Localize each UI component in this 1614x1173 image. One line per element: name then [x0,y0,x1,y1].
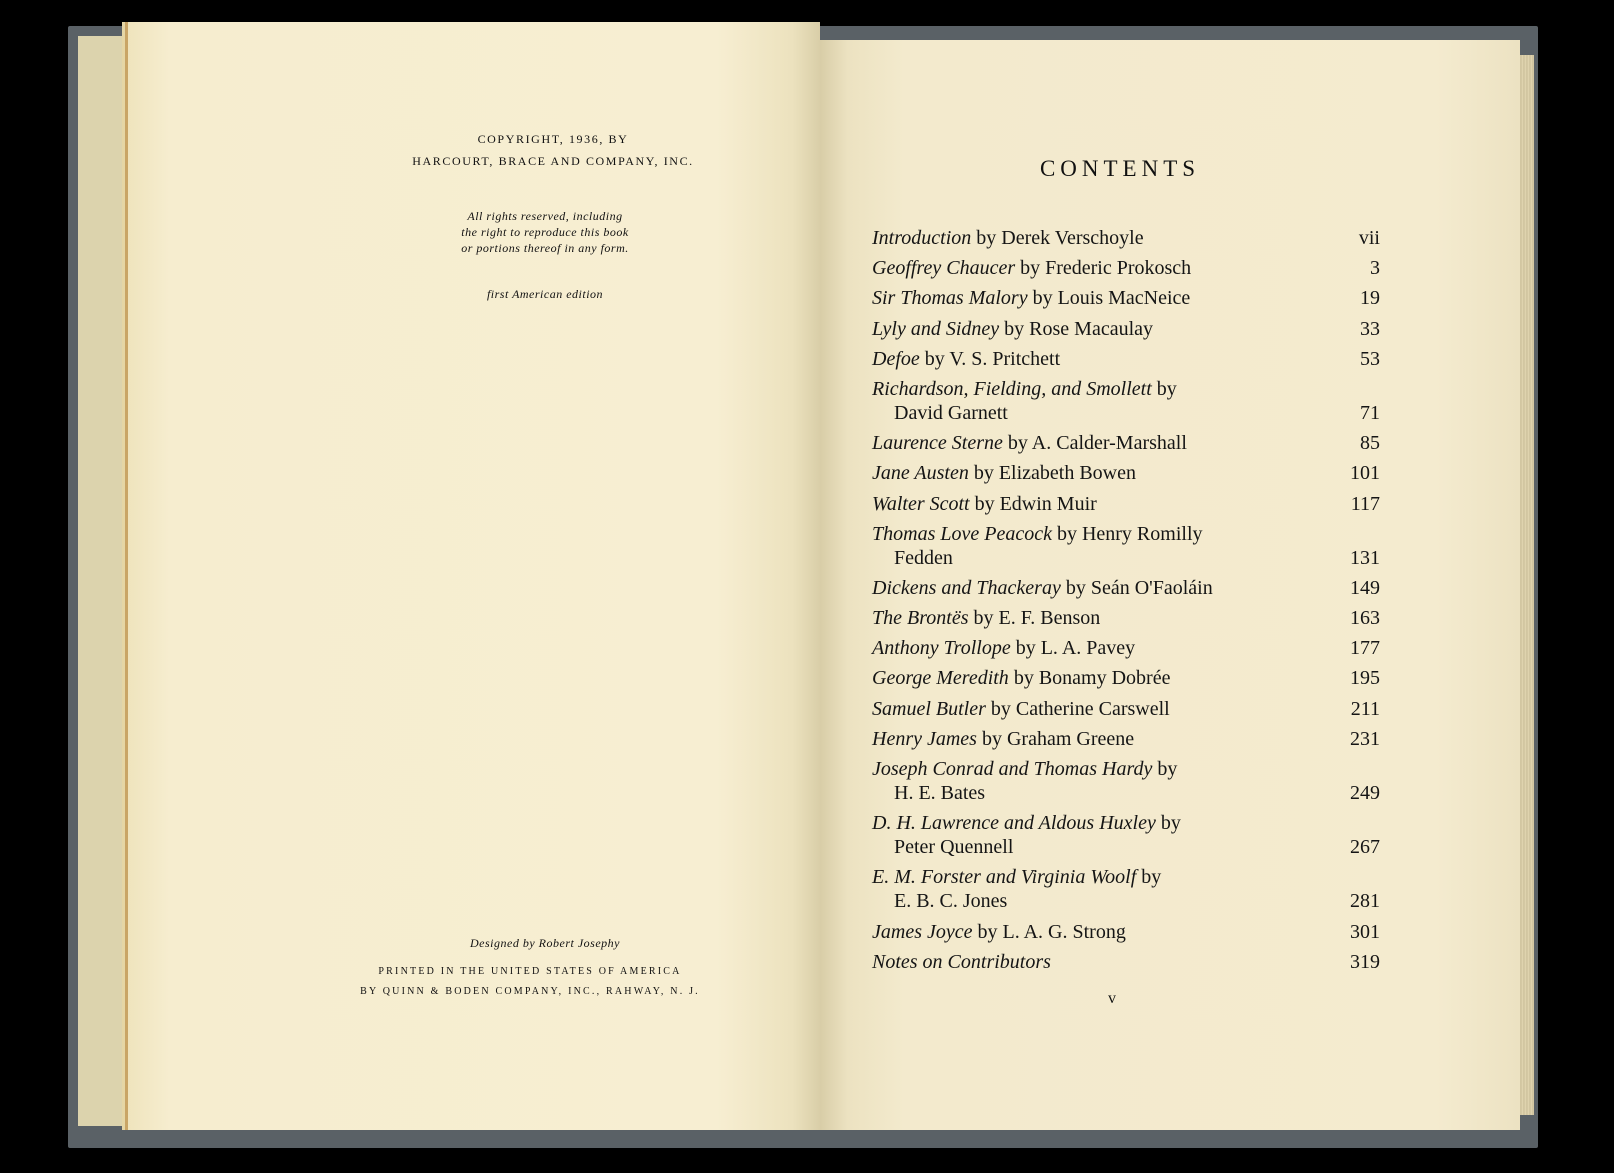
toc-author: by Derek Verschoyle [971,227,1144,249]
toc-entry [872,636,1380,660]
toc-entry-text [872,226,1282,250]
toc-subject: Joseph Conrad and Thomas Hardy [872,758,1153,780]
toc-author-continued: H. E. Bates [894,782,986,804]
toc-subject: Laurence Sterne [872,432,1003,455]
printer-credit [340,962,720,1002]
toc-entry-text [872,811,1282,859]
toc-page-number: 19 [1360,287,1380,310]
toc-entry [872,226,1380,250]
designer-credit: Designed by Robert Josephy [470,936,620,950]
toc-author-continued: David Garnett [894,401,1008,424]
printer-line-1: PRINTED IN THE UNITED STATES OF AMERICA [378,966,682,977]
toc-author-continued: E. B. C. Jones [894,890,1008,913]
copyright-line-1: COPYRIGHT, 1936, BY [477,132,629,146]
toc-entry-text [872,286,1282,310]
copyright-block [388,126,718,174]
toc-subject: George Meredith [872,667,1009,690]
toc-author: by [1152,758,1178,780]
toc-entry-text [872,347,1282,371]
toc-entry [872,697,1380,721]
toc-entry-text [872,666,1282,690]
toc-entry [872,865,1380,913]
toc-entry-text [872,492,1282,516]
toc-subject: Henry James [872,727,977,750]
toc-author-continued: Fedden [894,546,953,569]
toc-entry [872,811,1380,859]
toc-subject: Walter Scott [872,492,970,515]
toc-page-number: 267 [1350,836,1380,859]
toc-subject: Notes on Contributors [872,950,1051,973]
toc-entry-text [872,865,1282,913]
toc-entry-text [872,431,1282,455]
toc-author: by E. F. Benson [968,607,1101,630]
toc-entry-text [872,636,1282,660]
toc-entry-text [872,256,1282,280]
toc-page-number: 71 [1360,401,1380,424]
toc-entry-text [872,697,1282,721]
toc-author: by [1155,812,1181,835]
edition-note: first American edition [486,287,604,301]
toc-page-number: 149 [1350,576,1380,599]
toc-page-number: 211 [1350,697,1380,720]
toc-entry [872,461,1380,485]
toc-author: by Seán O'Faoláin [1060,576,1213,599]
toc-page-number: 163 [1350,607,1380,630]
toc-entry [872,522,1380,570]
toc-author: by Edwin Muir [969,492,1097,515]
toc-subject: James Joyce [872,920,973,943]
toc-entry-text [872,757,1282,805]
toc-entry-text [872,522,1282,570]
toc-page-number: 281 [1350,890,1380,913]
toc-subject: Jane Austen [872,462,969,485]
toc-author: by Frederic Prokosch [1015,257,1192,280]
toc-entry-text [872,920,1282,944]
page-folio: v [1108,990,1116,1007]
toc-page-number: 177 [1350,637,1380,660]
toc-subject: Defoe [872,347,920,370]
toc-entry [872,377,1380,425]
toc-author: by Elizabeth Bowen [968,462,1137,485]
toc-page-number: 301 [1350,920,1380,943]
toc-entry [872,286,1380,310]
toc-entry [872,950,1380,974]
rights-reserved-note [440,208,650,256]
toc-entry [872,920,1380,944]
toc-page-number: 3 [1370,257,1380,280]
toc-author: by Bonamy Dobrée [1008,667,1171,690]
toc-entry [872,347,1380,371]
toc-page-number: vii [1358,227,1380,249]
toc-entry [872,492,1380,516]
toc-entry-text [872,576,1282,600]
rights-line-3: or portions thereof in any form. [461,241,629,255]
toc-subject: Dickens and Thackeray [872,576,1061,599]
toc-author: by A. Calder-Marshall [1002,432,1187,455]
toc-subject: Thomas Love Peacock [872,522,1052,545]
toc-entry [872,576,1380,600]
toc-page-number: 117 [1350,492,1380,515]
toc-author: by V. S. Pritchett [919,347,1061,370]
toc-entry [872,757,1380,805]
toc-subject: Anthony Trollope [872,637,1011,660]
toc-entry-text [872,317,1282,341]
toc-entry [872,727,1380,751]
toc-author: by [1151,377,1177,400]
toc-author: by Graham Greene [976,727,1135,750]
rights-line-2: the right to reproduce this book [461,225,629,239]
toc-page-number: 319 [1350,950,1380,973]
toc-author: by Catherine Carswell [985,697,1170,720]
toc-entry [872,431,1380,455]
toc-author: by Louis MacNeice [1027,287,1191,310]
toc-entry-text [872,461,1282,485]
toc-entry [872,666,1380,690]
toc-subject: Lyly and Sidney [872,317,1000,340]
toc-subject: E. M. Forster and Virginia Woolf [872,866,1137,889]
copyright-line-2: HARCOURT, BRACE AND COMPANY, INC. [412,154,694,168]
toc-subject: D. H. Lawrence and Aldous Huxley [872,812,1156,835]
toc-author: by Henry Romilly [1051,522,1203,545]
toc-entry-text [872,606,1282,630]
toc-page-number: 85 [1360,432,1380,455]
toc-author-continued: Peter Quennell [894,836,1014,859]
toc-page-number: 33 [1360,317,1380,340]
toc-page-number: 231 [1350,727,1380,750]
toc-subject: Richardson, Fielding, and Smollett [872,377,1152,400]
toc-subject: Geoffrey Chaucer [872,257,1016,280]
toc-author: by Rose Macaulay [999,317,1154,340]
toc-subject: The Brontës [872,607,969,630]
toc-author: by L. A. Pavey [1010,637,1136,660]
toc-author: by [1136,866,1162,889]
toc-entry [872,606,1380,630]
toc-subject: Sir Thomas Malory [872,287,1028,310]
toc-entry [872,256,1380,280]
contents-title: CONTENTS [1039,156,1201,181]
toc-page-number: 195 [1350,667,1380,690]
toc-entry [872,317,1380,341]
toc-author: by L. A. G. Strong [972,920,1126,943]
toc-subject: Introduction [872,227,972,249]
toc-subject: Samuel Butler [872,697,986,720]
toc-entry-text [872,377,1282,425]
toc-page-number: 101 [1350,462,1380,485]
toc-page-number: 249 [1350,782,1380,804]
printer-line-2: BY QUINN & BODEN COMPANY, INC., RAHWAY, N. J. [360,986,700,997]
rights-line-1: All rights reserved, including [467,209,623,223]
toc-page-number: 53 [1360,347,1380,370]
toc-page-number: 131 [1350,546,1380,569]
toc-entry-text [872,727,1282,751]
table-of-contents [872,226,1380,980]
toc-entry-text [872,950,1282,974]
